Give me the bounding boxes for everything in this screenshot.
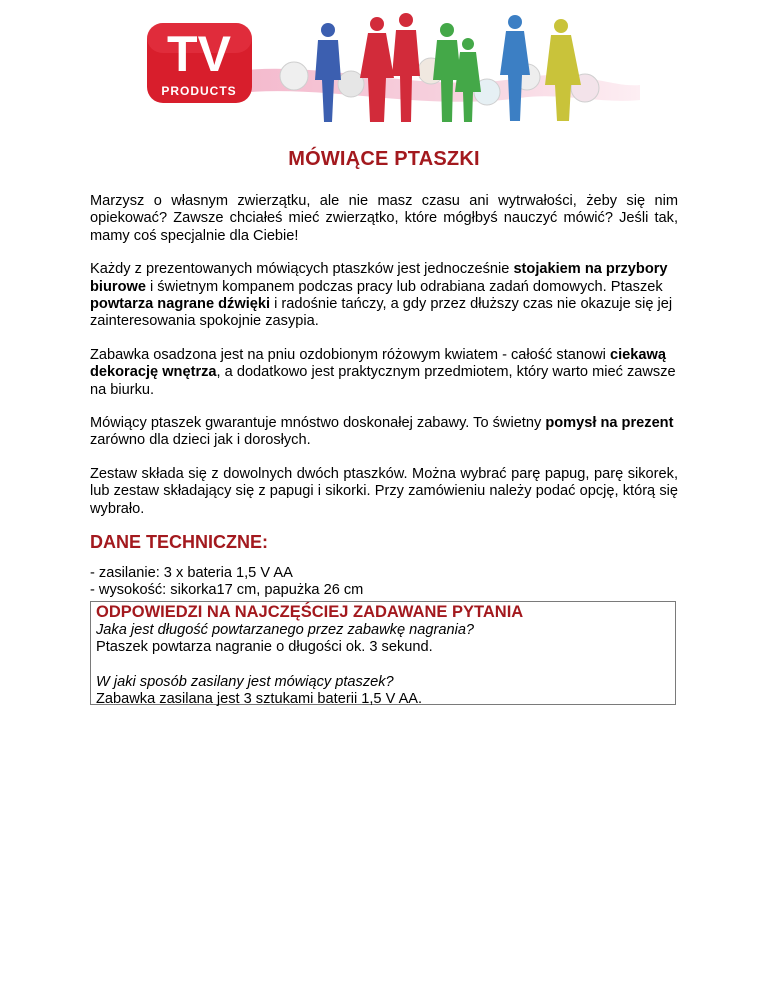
faq-box	[90, 601, 676, 708]
paragraph-text: Każdy z prezentowanych mówiących ptaszków jest jednocześnie	[90, 261, 514, 278]
paragraph-decoration	[90, 347, 678, 399]
paragraph-text: zarówno dla dzieci jak i dorosłych.	[90, 432, 311, 449]
blue-man-silhouette-icon	[315, 23, 341, 122]
paragraph-features	[90, 261, 678, 331]
page-title: MÓWIĄCE PTASZKI	[288, 148, 480, 170]
header-banner	[0, 0, 768, 140]
green-couple-silhouette-icon	[433, 23, 481, 122]
paragraph-set	[90, 466, 678, 518]
paragraph-emphasis: powtarza nagrane dźwięki	[90, 296, 271, 313]
paragraph-intro	[90, 193, 678, 245]
product-bubble-icon	[338, 71, 364, 97]
logo-products-text: PRODUCTS	[161, 84, 237, 98]
specs-heading: DANE TECHNICZNE:	[90, 532, 268, 553]
faq-answer: Zabawka zasilana jest 3 sztukami baterii 1,5 V AA.	[96, 691, 423, 708]
red-woman-silhouette-icon	[360, 17, 394, 122]
header-graphic	[0, 0, 768, 140]
paragraph-text: Marzysz o własnym zwierzątku, ale nie masz czasu ani wytrwałości, żeby się nim opiekować? Zawsze chciałeś mieć zwierzątko, które mógłbyś nauczyć mówić? Jeśli tak, mamy coś specjalnie dla Ciebie!	[90, 193, 678, 244]
product-bubble-icon	[280, 62, 308, 90]
paragraph-emphasis: pomysł na prezent	[545, 415, 674, 432]
yellow-woman-silhouette-icon	[545, 19, 581, 121]
faq-question: W jaki sposób zasilany jest mówiący ptaszek?	[96, 673, 394, 690]
faq-question: Jaka jest długość powtarzanego przez zabawkę nagrania?	[96, 622, 475, 638]
blue-woman-silhouette-icon	[500, 15, 530, 121]
specs-list	[90, 565, 678, 600]
paragraph-text: , a dodatkowo jest praktycznym przedmiotem, który warto mieć zawsze na biurku.	[90, 364, 676, 398]
spec-line: - wysokość: sikorka17 cm, papużka 26 cm	[90, 581, 364, 598]
paragraph-text: i radośnie tańczy, a gdy przez dłuższy czas nie okazuje się jej zainteresowania spokojnie zasypia.	[90, 296, 673, 330]
spec-line: - zasilanie: 3 x bateria 1,5 V AA	[90, 564, 293, 581]
paragraph-text: i świetnym kompanem podczas pracy lub odrabiana zadań domowych. Ptaszek	[145, 278, 663, 295]
faq-answer: Ptaszek powtarza nagranie o długości ok. 3 sekund.	[96, 639, 433, 656]
paragraph-gift	[90, 415, 678, 450]
paragraph-emphasis: stojakiem na przybory biurowe	[90, 261, 668, 295]
faq-heading: ODPOWIEDZI NA NAJCZĘŚCIEJ ZADAWANE PYTANIA	[96, 603, 524, 621]
paragraph-emphasis: ciekawą dekorację wnętrza	[90, 346, 666, 381]
main-content	[90, 193, 678, 599]
paragraph-text: Zestaw składa się z dowolnych dwóch ptaszków. Można wybrać parę papug, parę sikorek, lub zestaw składający się z papugi i sikorki. Przy zamówieniu należy podać opcję, którą się wybrało.	[90, 465, 678, 517]
tv-products-logo	[147, 23, 252, 103]
paragraph-text: Mówiący ptaszek gwarantuje mnóstwo doskonałej zabawy. To świetny	[90, 415, 546, 432]
paragraph-text: Zabawka osadzona jest na pniu ozdobionym różowym kwiatem - całość stanowi	[90, 346, 610, 363]
logo-tv-text: TV	[167, 26, 231, 82]
red-man-silhouette-icon	[392, 13, 420, 122]
